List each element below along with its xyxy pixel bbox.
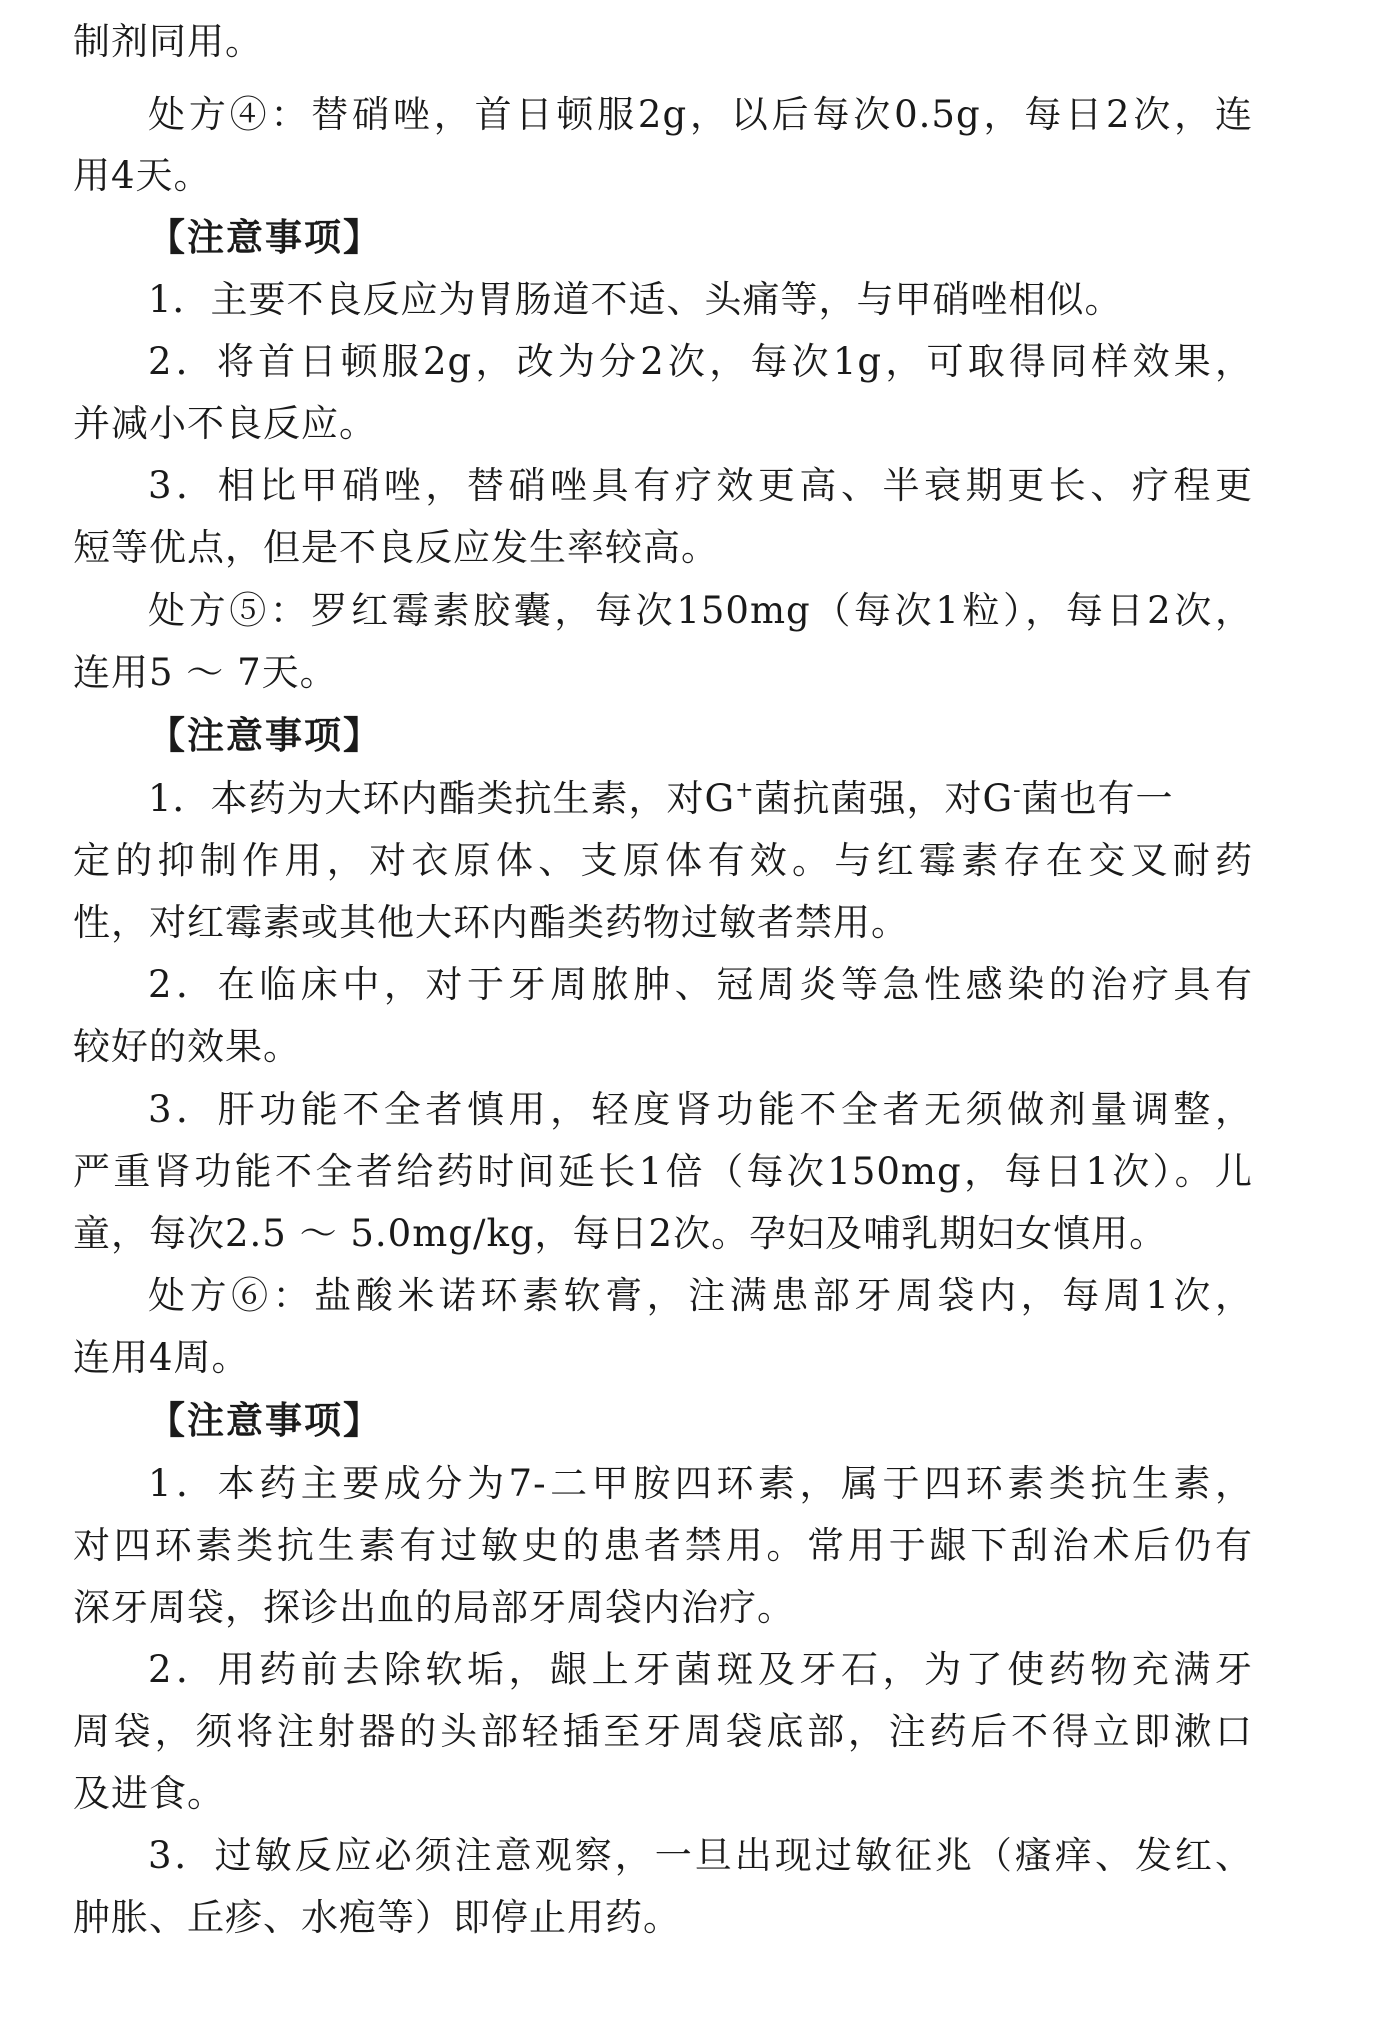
text-line: 处方⑥：盐酸米诺环素软膏，注满患部牙周袋内，每周1次， [148, 1274, 1253, 1317]
text-segment: 菌抗菌强，对G [754, 777, 1014, 820]
text-line: 2．用药前去除软垢，龈上牙菌斑及牙石，为了使药物充满牙 [148, 1648, 1253, 1691]
text-line: 童，每次2.5 ～ 5.0mg/kg，每日2次。孕妇及哺乳期妇女慎用。 [73, 1212, 1168, 1255]
text-line: 性，对红霉素或其他大环内酯类药物过敏者禁用。 [73, 901, 909, 944]
text-line: 1．本药主要成分为7-二甲胺四环素，属于四环素类抗生素， [148, 1462, 1253, 1505]
text-line: 并减小不良反应。 [73, 402, 377, 445]
text-line: 周袋，须将注射器的头部轻插至牙周袋底部，注药后不得立即漱口 [73, 1710, 1253, 1753]
text-line: 2．在临床中，对于牙周脓肿、冠周炎等急性感染的治疗具有 [148, 963, 1253, 1006]
superscript-plus: + [735, 778, 755, 803]
text-line: 及进食。 [73, 1772, 225, 1815]
text-line: 肿胀、丘疹、水疱等）即停止用药。 [73, 1896, 681, 1939]
section-heading: 【注意事项】 [148, 714, 382, 757]
text-line: 3．肝功能不全者慎用，轻度肾功能不全者无须做剂量调整， [148, 1088, 1253, 1131]
text-line: 1．主要不良反应为胃肠道不适、头痛等，与甲硝唑相似。 [148, 278, 1123, 321]
text-line: 2．将首日顿服2g，改为分2次，每次1g，可取得同样效果， [148, 340, 1253, 383]
text-line: 处方④：替硝唑，首日顿服2g，以后每次0.5g，每日2次，连 [148, 93, 1253, 136]
superscript-minus: - [1013, 778, 1022, 803]
text-segment: 菌也有一 [1021, 777, 1174, 820]
text-line: 3．过敏反应必须注意观察，一旦出现过敏征兆（瘙痒、发红、 [148, 1834, 1253, 1877]
text-line: 制剂同用。 [73, 20, 263, 63]
text-line: 连用4周。 [73, 1336, 250, 1379]
text-line: 较好的效果。 [73, 1025, 301, 1068]
text-line: 短等优点，但是不良反应发生率较高。 [73, 526, 719, 569]
text-line-with-superscripts [148, 769, 1253, 829]
section-heading: 【注意事项】 [148, 1399, 382, 1442]
text-line: 3．相比甲硝唑，替硝唑具有疗效更高、半衰期更长、疗程更 [148, 464, 1253, 507]
text-line: 定的抑制作用，对衣原体、支原体有效。与红霉素存在交叉耐药 [73, 839, 1253, 882]
text-line: 处方⑤：罗红霉素胶囊，每次150mg（每次1粒），每日2次， [148, 589, 1253, 632]
text-line: 严重肾功能不全者给药时间延长1倍（每次150mg，每日1次）。儿 [73, 1150, 1253, 1193]
text-line: 深牙周袋，探诊出血的局部牙周袋内治疗。 [73, 1586, 795, 1629]
text-segment: 1．本药为大环内酯类抗生素，对G [148, 777, 736, 820]
text-line: 用4天。 [73, 154, 212, 197]
text-line: 对四环素类抗生素有过敏史的患者禁用。常用于龈下刮治术后仍有 [73, 1524, 1253, 1567]
section-heading: 【注意事项】 [148, 216, 382, 259]
text-line: 连用5 ～ 7天。 [73, 651, 338, 694]
